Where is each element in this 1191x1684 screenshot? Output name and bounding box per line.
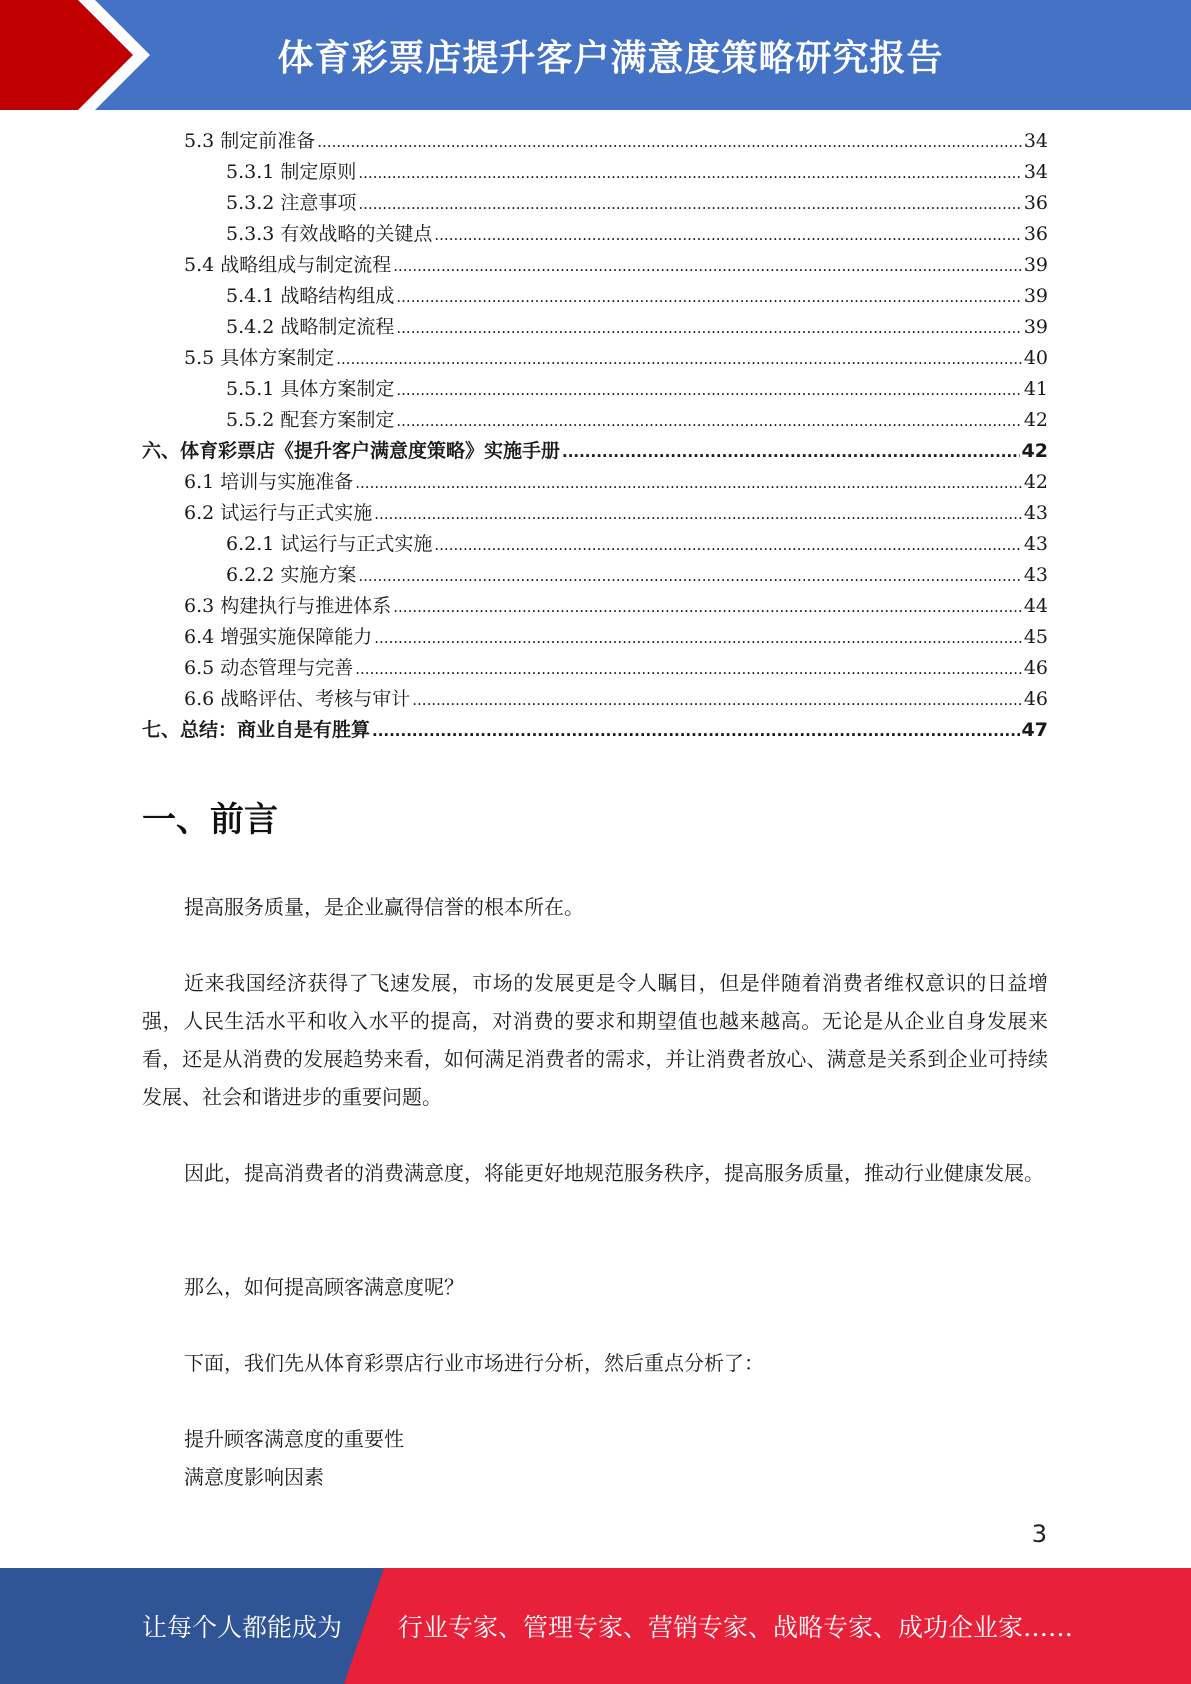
- toc-entry[interactable]: [142, 219, 1048, 250]
- toc-dot-leader: [358, 567, 1021, 585]
- toc-entry-label: 6.5 动态管理与完善: [184, 657, 354, 679]
- toc-entry[interactable]: [142, 529, 1048, 560]
- toc-entry-label: 5.5.1 具体方案制定: [226, 378, 395, 400]
- toc-dot-leader: [374, 505, 1022, 523]
- toc-entry[interactable]: [142, 715, 1048, 746]
- toc-entry[interactable]: [142, 374, 1048, 405]
- toc-entry[interactable]: [142, 188, 1048, 219]
- toc-dot-leader: [317, 133, 1022, 151]
- toc-entry[interactable]: [142, 622, 1048, 653]
- toc-dot-leader: [396, 319, 1021, 337]
- toc-entry[interactable]: [142, 157, 1048, 188]
- table-of-contents: [142, 126, 1048, 746]
- page-footer: [0, 1568, 1191, 1684]
- toc-entry-label: 5.4 战略组成与制定流程: [184, 254, 392, 276]
- toc-entry-page: 43: [1023, 533, 1048, 555]
- toc-entry-page: 39: [1023, 254, 1048, 276]
- toc-entry-page: 42: [1023, 471, 1048, 493]
- toc-entry-label: 6.2.2 实施方案: [226, 564, 357, 586]
- toc-dot-leader: [396, 412, 1021, 430]
- toc-entry[interactable]: [142, 560, 1048, 591]
- toc-dot-leader: [393, 257, 1022, 275]
- toc-entry-page: 46: [1023, 688, 1048, 710]
- red-chevron-icon: [0, 0, 160, 110]
- list-item: 提升顾客满意度的重要性: [184, 1427, 404, 1451]
- toc-entry-label: 6.2.1 试运行与正式实施: [226, 533, 433, 555]
- toc-dot-leader: [396, 381, 1021, 399]
- toc-dot-leader: [374, 629, 1022, 647]
- toc-entry[interactable]: [142, 312, 1048, 343]
- toc-entry-page: 40: [1023, 347, 1048, 369]
- toc-entry-label: 5.3.1 制定原则: [226, 161, 357, 183]
- toc-entry-label: 七、总结：商业自是有胜算: [142, 719, 371, 741]
- toc-entry-page: 42: [1021, 440, 1048, 462]
- paragraph: 提高服务质量，是企业赢得信誉的根本所在。: [184, 895, 584, 919]
- toc-entry-label: 5.3.3 有效战略的关键点: [226, 223, 433, 245]
- toc-entry[interactable]: [142, 250, 1048, 281]
- toc-dot-leader: [355, 474, 1022, 492]
- paragraph: 那么，如何提高顾客满意度呢？: [184, 1275, 464, 1299]
- toc-entry-label: 5.3.2 注意事项: [226, 192, 357, 214]
- toc-entry-page: 39: [1023, 285, 1048, 307]
- toc-entry-page: 36: [1023, 192, 1048, 214]
- toc-entry-page: 39: [1023, 316, 1048, 338]
- toc-entry-page: 34: [1023, 161, 1048, 183]
- toc-dot-leader: [434, 226, 1021, 244]
- list-item: 满意度影响因素: [184, 1465, 324, 1489]
- toc-dot-leader: [355, 660, 1022, 678]
- toc-dot-leader: [336, 350, 1022, 368]
- toc-entry-label: 6.4 增强实施保障能力: [184, 626, 373, 648]
- toc-entry-label: 5.4.2 战略制定流程: [226, 316, 395, 338]
- toc-entry-page: 46: [1023, 657, 1048, 679]
- toc-entry-page: 43: [1023, 502, 1048, 524]
- toc-entry[interactable]: [142, 436, 1048, 467]
- toc-entry[interactable]: [142, 684, 1048, 715]
- toc-entry[interactable]: [142, 405, 1048, 436]
- toc-entry-label: 5.5.2 配套方案制定: [226, 409, 395, 431]
- paragraph: 近来我国经济获得了飞速发展，市场的发展更是令人瞩目，但是伴随着消费者维权意识的日益增强，人民生活水平和收入水平的提高，对消费的要求和期望值也越来越高。无论是从企业自身发展来看，还是从消费的发展趋势来看，如何满足消费者的需求，并让消费者放心、满意是关系到企业可持续发展、社会和谐进步的重要问题。: [142, 971, 1048, 1109]
- toc-entry-label: 5.3 制定前准备: [184, 130, 316, 152]
- toc-dot-leader: [396, 288, 1021, 306]
- toc-entry[interactable]: [142, 498, 1048, 529]
- toc-entry-label: 5.5 具体方案制定: [184, 347, 335, 369]
- page-number: 3: [1031, 1520, 1047, 1548]
- paragraph: 下面，我们先从体育彩票店行业市场进行分析，然后重点分析了：: [184, 1351, 764, 1375]
- toc-dot-leader: [562, 443, 1020, 461]
- topic-list: [184, 1420, 404, 1496]
- footer-slogan-right: 行业专家、管理专家、营销专家、战略专家、成功企业家……: [398, 1613, 1074, 1642]
- toc-entry-label: 6.1 培训与实施准备: [184, 471, 354, 493]
- toc-entry-label: 5.4.1 战略结构组成: [226, 285, 395, 307]
- toc-dot-leader: [358, 195, 1021, 213]
- toc-entry-page: 45: [1023, 626, 1048, 648]
- paragraph: 因此，提高消费者的消费满意度，将能更好地规范服务秩序，提高服务质量，推动行业健康发展。: [184, 1161, 1044, 1185]
- toc-entry[interactable]: [142, 653, 1048, 684]
- toc-entry-page: 47: [1021, 719, 1048, 741]
- toc-entry[interactable]: [142, 343, 1048, 374]
- toc-dot-leader: [412, 691, 1022, 709]
- toc-entry[interactable]: [142, 591, 1048, 622]
- toc-entry-page: 44: [1023, 595, 1048, 617]
- footer-slogan-left: 让每个人都能成为: [142, 1613, 343, 1642]
- toc-entry-page: 41: [1023, 378, 1048, 400]
- toc-entry-label: 六、体育彩票店《提升客户满意度策略》实施手册: [142, 440, 561, 462]
- document-title: 体育彩票店提升客户满意度策略研究报告: [277, 37, 944, 79]
- toc-entry-page: 36: [1023, 223, 1048, 245]
- toc-dot-leader: [393, 598, 1022, 616]
- toc-dot-leader: [434, 536, 1021, 554]
- toc-dot-leader: [372, 722, 1020, 740]
- toc-entry[interactable]: [142, 126, 1048, 157]
- toc-entry-label: 6.2 试运行与正式实施: [184, 502, 373, 524]
- page-header: [0, 0, 1191, 110]
- section-heading: 一、前言: [142, 800, 278, 840]
- toc-entry-page: 34: [1023, 130, 1048, 152]
- toc-entry-page: 42: [1023, 409, 1048, 431]
- toc-entry[interactable]: [142, 281, 1048, 312]
- toc-entry[interactable]: [142, 467, 1048, 498]
- toc-entry-label: 6.6 战略评估、考核与审计: [184, 688, 411, 710]
- toc-dot-leader: [358, 164, 1021, 182]
- toc-entry-label: 6.3 构建执行与推进体系: [184, 595, 392, 617]
- toc-entry-page: 43: [1023, 564, 1048, 586]
